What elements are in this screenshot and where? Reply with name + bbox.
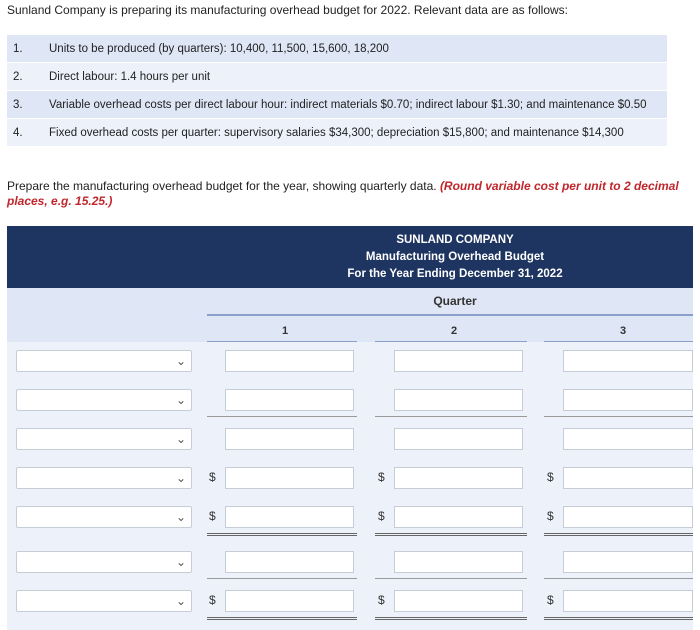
q3-amount-input[interactable] (563, 428, 693, 450)
total-double-underline (375, 533, 527, 536)
q2-amount-input[interactable] (394, 350, 523, 372)
list-item (7, 91, 667, 119)
list-item (7, 35, 667, 63)
list-item-text: Direct labour: 1.4 hours per unit (49, 70, 211, 83)
table-row (7, 342, 693, 381)
instructions (7, 179, 687, 209)
quarter-header-row (7, 288, 693, 316)
q1-amount-input[interactable] (225, 467, 354, 489)
currency-symbol: $ (378, 470, 385, 484)
row-label-select[interactable] (16, 428, 192, 450)
chevron-down-icon: ⌄ (175, 354, 186, 368)
row-label-select[interactable] (16, 467, 192, 489)
list-item (7, 63, 667, 91)
chevron-down-icon: ⌄ (175, 471, 186, 485)
q3-amount-input[interactable] (563, 506, 693, 528)
currency-symbol: $ (547, 470, 554, 484)
list-item-text: Fixed overhead costs per quarter: supervisory salaries $34,300; depreciation $15,800; and maintenance $14,300 (49, 126, 624, 139)
total-double-underline (544, 533, 693, 536)
q3-amount-input[interactable] (563, 467, 693, 489)
q2-amount-input[interactable] (394, 551, 523, 573)
budget-body (7, 342, 693, 630)
rounding-note: (Round variable cost per unit to 2 decimal places, e.g. 15.25.) (7, 179, 679, 208)
q2-amount-input[interactable] (394, 467, 523, 489)
list-item-number: 4. (13, 126, 23, 139)
currency-symbol: $ (209, 593, 216, 607)
q2-amount-input[interactable] (394, 428, 523, 450)
budget-period: For the Year Ending December 31, 2022 (347, 268, 563, 280)
q3-amount-input[interactable] (563, 389, 693, 411)
table-row (7, 582, 693, 621)
row-label-select[interactable] (16, 350, 192, 372)
currency-symbol: $ (378, 509, 385, 523)
quarter-label: Quarter (433, 294, 477, 308)
column-header-q1: 1 (281, 325, 289, 337)
column-header-row (7, 316, 693, 342)
q1-amount-input[interactable] (225, 350, 354, 372)
total-double-underline (375, 617, 527, 620)
q1-amount-input[interactable] (225, 428, 354, 450)
company-name: SUNLAND COMPANY (396, 234, 514, 246)
chevron-down-icon: ⌄ (175, 555, 186, 569)
q1-amount-input[interactable] (225, 389, 354, 411)
subtotal-underline (207, 578, 357, 579)
subtotal-underline (207, 416, 357, 417)
subtotal-underline (375, 416, 527, 417)
q1-amount-input[interactable] (225, 506, 354, 528)
chevron-down-icon: ⌄ (175, 432, 186, 446)
chevron-down-icon: ⌄ (175, 510, 186, 524)
table-row (7, 420, 693, 459)
currency-symbol: $ (547, 593, 554, 607)
currency-symbol: $ (209, 470, 216, 484)
q1-amount-input[interactable] (225, 551, 354, 573)
column-header-q2: 2 (450, 325, 458, 337)
budget-header (7, 226, 693, 288)
row-label-select[interactable] (16, 590, 192, 612)
q3-amount-input[interactable] (563, 350, 693, 372)
q3-amount-input[interactable] (563, 590, 693, 612)
chevron-down-icon: ⌄ (175, 594, 186, 608)
list-item (7, 119, 667, 147)
intro-text: Sunland Company is preparing its manufacturing overhead budget for 2022. Relevant data are as follows: (7, 3, 569, 17)
total-double-underline (544, 617, 693, 620)
row-label-select[interactable] (16, 506, 192, 528)
list-item-number: 2. (13, 70, 23, 83)
column-header-q3: 3 (619, 325, 627, 337)
currency-symbol: $ (547, 509, 554, 523)
subtotal-underline (544, 578, 693, 579)
table-row (7, 498, 693, 537)
row-label-select[interactable] (16, 389, 192, 411)
table-row (7, 543, 693, 582)
subtotal-underline (544, 416, 693, 417)
q2-amount-input[interactable] (394, 590, 523, 612)
data-list (7, 35, 667, 147)
q2-amount-input[interactable] (394, 506, 523, 528)
row-label-select[interactable] (16, 551, 192, 573)
list-item-number: 1. (13, 42, 23, 55)
budget-title: Manufacturing Overhead Budget (365, 251, 545, 263)
q1-amount-input[interactable] (225, 590, 354, 612)
list-item-text: Units to be produced (by quarters): 10,400, 11,500, 15,600, 18,200 (49, 42, 389, 55)
q2-amount-input[interactable] (394, 389, 523, 411)
total-double-underline (207, 533, 357, 536)
instructions-text: Prepare the manufacturing overhead budget for the year, showing quarterly data. (7, 179, 440, 193)
currency-symbol: $ (378, 593, 385, 607)
chevron-down-icon: ⌄ (175, 393, 186, 407)
table-row (7, 381, 693, 420)
total-double-underline (207, 617, 357, 620)
subtotal-underline (375, 578, 527, 579)
q3-amount-input[interactable] (563, 551, 693, 573)
currency-symbol: $ (209, 509, 216, 523)
table-row (7, 459, 693, 498)
list-item-text: Variable overhead costs per direct labour hour: indirect materials $0.70; indirect labour $1.30; and maintenance $0.50 (49, 98, 647, 111)
list-item-number: 3. (13, 98, 23, 111)
